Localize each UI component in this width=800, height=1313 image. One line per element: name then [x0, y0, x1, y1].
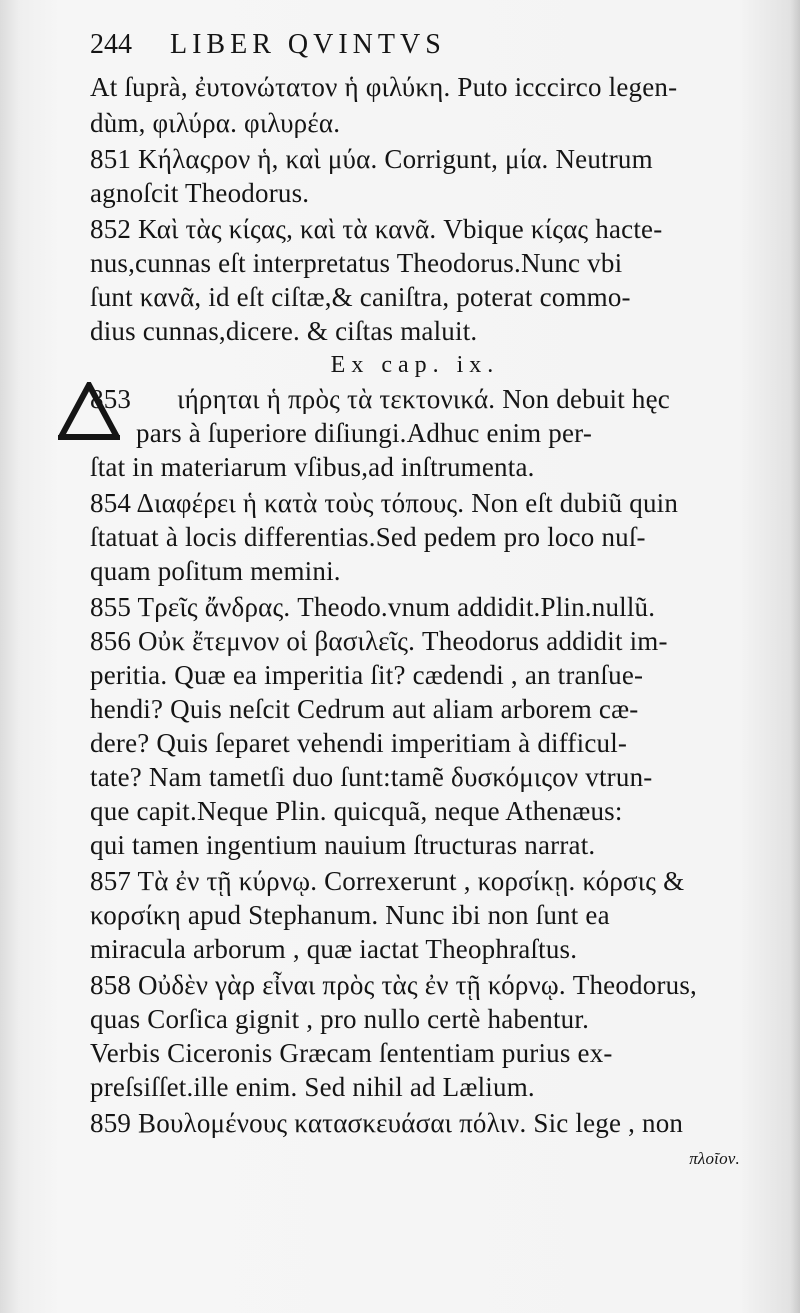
text-line: dius cunnas,dicere. & ciſtas maluit. [90, 316, 478, 346]
text-line: 859 Βουλομένους κατασκευάσαι πόλιν. Sic lege , non [90, 1108, 684, 1138]
text-line: 851 Κήλαςρον ἡ, καὶ μύα. Corrigunt, μία. Neutrum [90, 144, 653, 174]
text-line: nus,cunnas eſt interpretatus Theodorus.Nunc vbi [90, 248, 623, 278]
text-line: quas Corſica gignit , pro nullo certè habentur. [90, 1004, 590, 1034]
text-line: hendi? Quis neſcit Cedrum aut aliam arborem cæ- [90, 694, 639, 724]
text-line: 855 Τρεῖς ἄνδρας. Theodo.vnum addidit.Plin.nullũ. [90, 592, 656, 622]
text-line: ſunt κανᾶ, id eſt ciſtæ,& caniſtra, poterat commo- [90, 282, 631, 312]
text-line: dùm, φιλύρα. φιλυρέα. [90, 108, 341, 138]
drop-cap-delta-glyph [58, 382, 120, 440]
text-line: 854 Διαφέρει ἡ κατὰ τοὺς τόπους. Non eſt dubiũ quin [90, 488, 679, 518]
running-title: LIBER QVINTVS [170, 29, 446, 60]
text-line: agnoſcit Theodorus. [90, 178, 310, 208]
text-line: 857 Τὰ ἐν τῇ κύρνῳ. Correxerunt , κορσίκῃ. κόρσις & [90, 866, 685, 896]
text-line: ſtat in materiarum vſibus,ad inſtrumenta. [90, 452, 535, 482]
text-line: 858 Οὐδὲν γὰρ εἶναι πρὸς τὰς ἐν τῇ κόρνῳ. Theodorus, [90, 970, 697, 1000]
text-line: 852 Καὶ τὰς κίςας, καὶ τὰ κανᾶ. Vbique κίςας hacte- [90, 214, 663, 244]
text-line: miracula arborum , quæ iactat Theophraſtus. [90, 934, 578, 964]
text-line: que capit.Neque Plin. quicquã, neque Athenæus: [90, 796, 623, 826]
text-line: tate? Nam tametſi duo ſunt:tamẽ δυσκόμιςον vtrun- [90, 762, 653, 792]
running-header [90, 28, 740, 62]
catchword: πλοῖον. [689, 1149, 740, 1168]
text-line: 853 ιήρηται ἡ πρὸς τὰ τεκτονικά. Non debuit hęc [90, 384, 670, 414]
text-line: quam poſitum memini. [90, 556, 341, 586]
text-line: 856 Οὐκ ἔτεμνον οἱ βασιλεῖς. Theodorus addidit im- [90, 626, 668, 656]
section-heading: Ex cap. ix. [330, 352, 500, 378]
text-line: κορσίκη apud Stephanum. Nunc ibi non ſunt ea [90, 900, 610, 930]
text-line: preſsiſſet.ille enim. Sed nihil ad Lælium. [90, 1072, 535, 1102]
text-line: dere? Quis ſeparet vehendi imperitiam à difficul- [90, 728, 628, 758]
page-number: 244 [90, 29, 132, 60]
drop-cap-delta [58, 382, 120, 440]
text-line: qui tamen ingentium nauium ſtructuras narrat. [90, 830, 596, 860]
text-line: At ſuprà, ἐυτονώτατον ἡ φιλύκη. Puto icccirco legen- [90, 72, 678, 102]
text-line: peritia. Quæ ea imperitia ſit? cædendi , an tranſue- [90, 660, 644, 690]
text-line: pars à ſuperiore diſiungi.Adhuc enim per- [136, 418, 593, 448]
text-line: Verbis Ciceronis Græcam ſententiam purius ex- [90, 1038, 613, 1068]
text-line: ſtatuat à locis differentias.Sed pedem pro loco nuſ- [90, 522, 646, 552]
